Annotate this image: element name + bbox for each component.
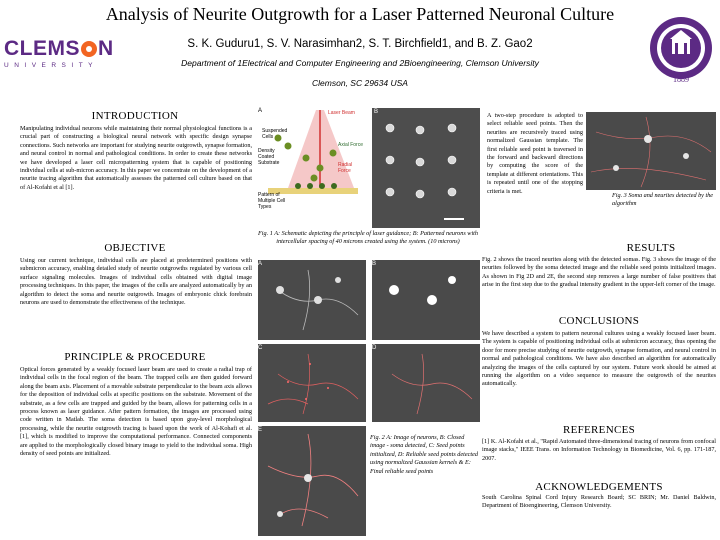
principle-text: Optical forces generated by a weakly focused laser beam are used to create a radial trap of individual cells in the focal region of the beam. The trapped cells are then guided forward along the beam axis. Placement of a movable substrate perpendicular to the beam axis allows for the deposition of individual cells at specific positions on the substrate. Movement of the substrate, as a few cells are trapped and guided by the beam, allows for patterning cells in a process known as laser guidance. After pattern formation, the images are processed using code written in Matlab. The soma detection is based upon gray-level morphological processing, while the neurite outgrowth tracing is based upon the work of Al-Kohafi et al. [1], which is modified to improve the computational performance. Connected components are applied to the morphologically closed binary image to yield to the individual soma. High density of seed points are initialized. bbox=[20, 366, 252, 458]
clemson-logo bbox=[4, 38, 116, 78]
fig1-axial-force: Axial Force bbox=[338, 142, 364, 148]
logo-word-n: N bbox=[98, 37, 114, 60]
fig2-label-c: C bbox=[258, 345, 263, 351]
fig3-image bbox=[586, 112, 716, 190]
fig1-radial-force: Radial Force bbox=[338, 162, 353, 174]
references-heading: REFERENCES bbox=[562, 424, 636, 436]
figure1-panel-b bbox=[372, 108, 480, 228]
fig2-panel-b bbox=[372, 260, 480, 340]
acknowledgements-text: South Carolina Spinal Cord Injury Research Board; SC BRIN; Mr. Daniel Baldwin, Department of Bioengineering, Clemson University. bbox=[482, 494, 716, 510]
fig1-suspended-cells: Suspended Cells bbox=[262, 128, 288, 140]
university-seal-icon bbox=[648, 10, 714, 92]
fig2-label-b: B bbox=[372, 261, 377, 267]
objective-heading: OBJECTIVE bbox=[104, 242, 166, 254]
two-step-text: A two-step procedure is adopted to select reliable seed points. Then the neurites are recursively traced using normalized Gaussian template. The first reliable seed point is traversed in the forward and backward directions by computing the score of the template at different orientations. This is repeated until one of the stopping criteria is met. bbox=[487, 112, 583, 195]
fig1-label-b: B bbox=[374, 109, 379, 115]
conclusions-heading: CONCLUSIONS bbox=[558, 315, 640, 327]
results-text: Fig. 2 shows the traced neurites along with the detected somas. Fig. 3 shows the image of the neurites followed by the soma detected image and the reliable seed points initialized images. As shown in Fig 2D and 2E, the second step removes a large number of false positives that arise in the first step due to the gradual intensity gradient in the upper-left corner of the image. bbox=[482, 256, 716, 289]
affiliation: Department of 1Electrical and Computer Engineering and 2Bioengineering, Clemson University bbox=[181, 58, 539, 68]
fig2-panel-e bbox=[258, 426, 366, 536]
fig1-pattern: Pattern of Multiple Cell Types bbox=[258, 192, 286, 210]
references-text: [1] K. Al-Kofahi et al., "Rapid Automated three-dimensional tracing of neurons from confocal image stacks," IEEE Trans. on Information Technology in Biomedicine, Vol. 6, pp. 171-187, 2007. bbox=[482, 438, 716, 462]
acknowledgements-heading: ACKNOWLEDGEMENTS bbox=[535, 481, 663, 493]
poster-title: Analysis of Neurite Outgrowth for a Laser Patterned Neuronal Culture bbox=[105, 4, 615, 24]
logo-subtitle: UNIVERSITY bbox=[4, 62, 99, 69]
figure1-caption: Fig. 1 A: Schematic depicting the principle of laser guidance; B: Patterned neurons with intercellular spacing of 40 microns created using the system. (10 microns) bbox=[258, 230, 478, 246]
results-heading: RESULTS bbox=[626, 242, 676, 254]
objective-text: Using our current technique, individual cells are placed at predetermined positions with submicron accuracy, enabling detailed study of neurite outgrowths regulated by various cell surface signaling molecules. Images of individual cells obtained with digital image processing techniques. In this paper, the images of the cells are analyzed automatically by an algorithm to detect the soma and neurite outgrowth. Images of embryonic chick forebrain neurons are used to demonstrate the effectiveness of the technique. bbox=[20, 257, 252, 307]
introduction-text: Manipulating individual neurons while maintaining their normal physiological functions is a crucial part of constructing a biological neural network with specific design synapse connections. Such networks are important for studying neurite outgrowth, synapse formation, and neural control in normal and pathological conditions. In order to create these networks we have developed a laser cell micropatterning system that is capable of positioning individual cells at sub-micron accuracy. In this paper we concentrate on the development of a neurite tracing algorithm that automatically assesses the patterned cell culture based on that of Al-Kofahi et al [1]. bbox=[20, 125, 252, 191]
principle-heading: PRINCIPLE & PROCEDURE bbox=[64, 351, 206, 363]
fig2-label-a: A bbox=[258, 261, 263, 267]
fig1-density-coated: Density Coated Substrate bbox=[258, 148, 280, 166]
authors: S. K. Guduru1, S. V. Narasimhan2, S. T. Birchfield1, and B. Z. Gao2 bbox=[187, 38, 533, 50]
fig1-laser-beam: Laser Beam bbox=[328, 110, 355, 116]
fig2-panel-c bbox=[258, 344, 366, 422]
introduction-heading: INTRODUCTION bbox=[91, 110, 179, 122]
address: Clemson, SC 29634 USA bbox=[312, 78, 408, 88]
paw-icon bbox=[81, 41, 97, 57]
fig2-label-d: D bbox=[372, 345, 377, 351]
fig2-panel-d bbox=[372, 344, 480, 422]
seal-year: 1889 bbox=[673, 75, 689, 84]
logo-word-clem: CLEMS bbox=[4, 37, 80, 60]
conclusions-text: We have described a system to pattern neuronal cultures using a weakly focused laser beam. The system is capable of positioning individual cells at submicron accuracy, thus opening the door for more precise studying of neurite outgrowth, synapse formation, and neural control in normal and pathological conditions. We have also described an algorithm for automatically analyzing the images of the cells captured by our system. Future work should be aimed at running the algorithm on a video sequence to measure the outgrowth of the neurites automatically. bbox=[482, 330, 716, 388]
fig1-label-a: A bbox=[258, 108, 263, 114]
figure1-schematic bbox=[258, 108, 368, 228]
fig2-panel-a bbox=[258, 260, 366, 340]
fig2-label-e: E bbox=[258, 427, 263, 433]
figure3-caption: Fig. 3 Soma and neurites detected by the algorithm bbox=[612, 192, 714, 208]
figure2-caption: Fig. 2 A: Image of neurons, B: Closed image - soma detected, C: Seed points initialized, D: Reliable seed points detected using normalized Gaussian kernels & E: Final reliable seed points bbox=[370, 434, 478, 475]
